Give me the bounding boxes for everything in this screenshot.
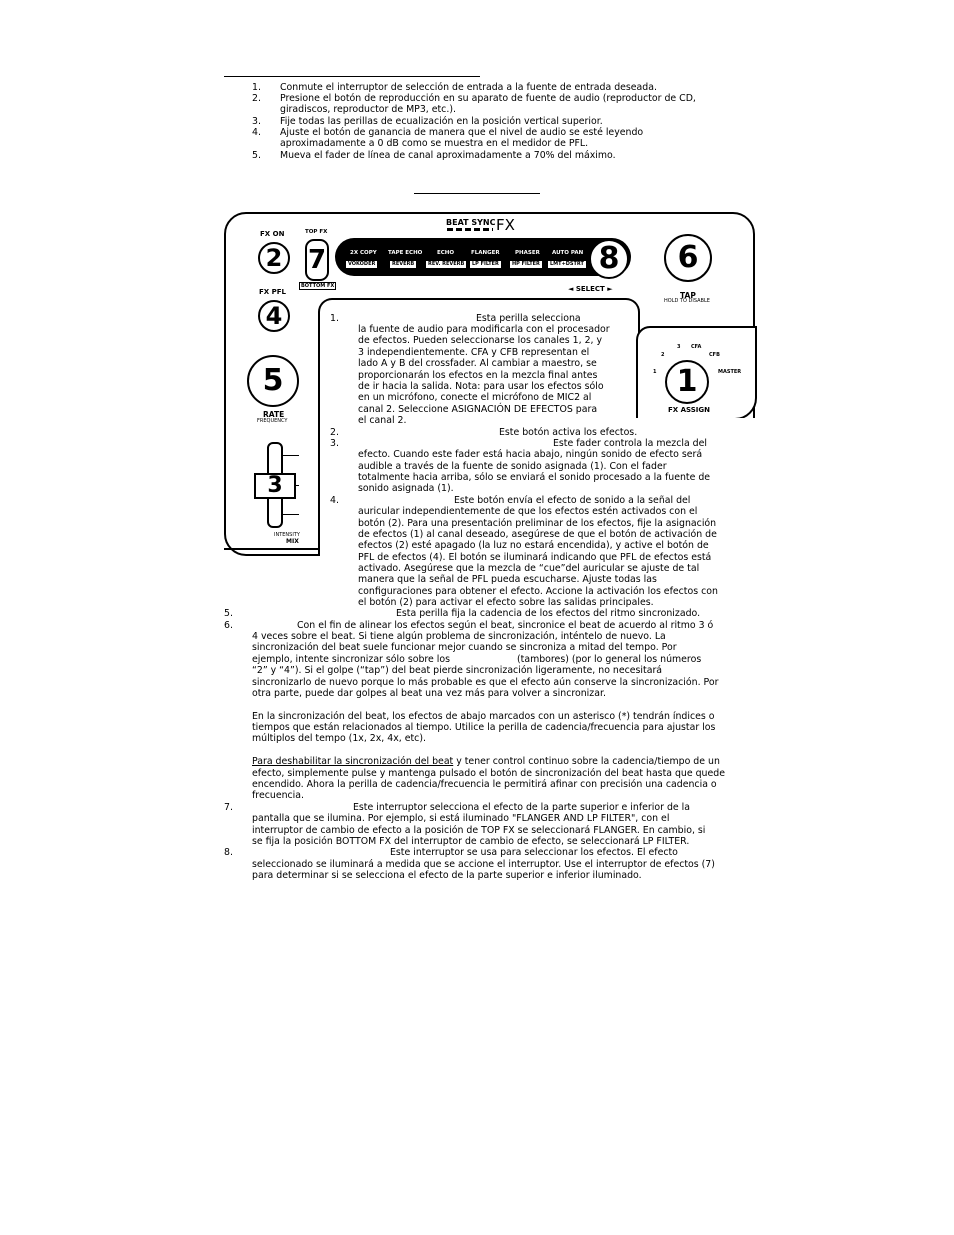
item-text: el botón (2) para activar el efecto sobre las salidas principales.	[358, 597, 654, 608]
fx-top-name: 2X COPY	[350, 250, 377, 256]
item-text: múltiplos del tempo (1x, 2x, 4x, etc).	[252, 733, 426, 744]
step-number: 3.	[252, 116, 261, 127]
callout-4: 4	[265, 302, 283, 330]
item-text: 4 veces sobre el beat. Si tiene algún problema de sincronización, inténtelo de nuevo. La	[252, 631, 666, 642]
fx-pfl-label: FX PFL	[259, 288, 286, 296]
item-text: otra parte, puede dar golpes al beat una vez más para volver a sincronizar.	[252, 688, 606, 699]
cfa-label: CFA	[691, 344, 702, 350]
item-number: 5.	[224, 608, 233, 619]
disable-sync-heading: Para deshabilitar la sincronización del beat	[252, 756, 454, 767]
fx-assign-label: FX ASSIGN	[668, 406, 711, 414]
fx-logo: FX	[496, 216, 515, 234]
rate-knob[interactable]	[247, 355, 299, 407]
item-text: Esta perilla selecciona	[476, 313, 581, 324]
item-text: Este interruptor se usa para seleccionar los efectos. El efecto	[390, 847, 678, 858]
fx-on-button[interactable]	[258, 242, 290, 274]
top-fx-label: TOP FX	[305, 229, 328, 235]
fx-bottom-name: LMT+DSTRT	[550, 261, 584, 267]
fx-bottom-name: REVERB	[392, 261, 415, 267]
cfb-label: CFB	[709, 352, 720, 358]
item-number: 7.	[224, 802, 233, 813]
step-number: 5.	[252, 150, 261, 161]
item-text: auricular independientemente de que los efectos estén activados con el	[358, 506, 698, 517]
item-number: 3.	[330, 438, 339, 449]
fx-bottom-name: VOKODER	[348, 261, 376, 267]
item-text: “2” y “4”). Si el golpe (“tap”) del beat pierde sincronización ligeramente, no necesitará	[252, 665, 663, 676]
step-text: Conmute el interruptor de selección de entrada a la fuente de entrada deseada.	[280, 82, 657, 93]
item-number: 1.	[330, 313, 339, 324]
fx-assign-knob[interactable]	[665, 360, 709, 404]
fx-pfl-button[interactable]	[258, 300, 290, 332]
item-text: canal 2. Seleccione ASIGNACIÓN DE EFECTOS para	[358, 404, 598, 415]
callout-6: 6	[677, 240, 699, 275]
step-text: Presione el botón de reproducción en su aparato de fuente de audio (reproductor de CD,	[280, 93, 696, 104]
item-text: PFL de efectos (4). El botón se iluminará indicando que PFL de efectos está	[358, 552, 712, 563]
fx-bottom-name: REV. REVERB	[428, 261, 465, 267]
item-text: efectos (2) esté apagado (la luz no estará encendida), y active el botón de	[358, 540, 709, 551]
fx-top-name: FLANGER	[471, 250, 500, 256]
step-number: 1.	[252, 82, 261, 93]
fx-bottom-name: HP FILTER	[512, 261, 540, 267]
step-text: Mueva el fader de línea de canal aproximadamente a 70% del máximo.	[280, 150, 616, 161]
ch1-label: 1	[653, 369, 657, 375]
fx-switch[interactable]	[305, 239, 329, 281]
frequency-label: FREQUENCY	[257, 418, 288, 424]
item-text: frecuencia.	[252, 790, 305, 801]
item-number: 2.	[330, 427, 339, 438]
callout-7: 7	[307, 245, 327, 275]
beat-sync-logo: BEAT SYNC	[446, 218, 496, 227]
step-text: Fije todas las perillas de ecualización en la posición vertical superior.	[280, 116, 603, 127]
intensity-label: INTENSITY	[274, 532, 300, 538]
tap-button[interactable]	[664, 234, 712, 282]
item-text: pantalla que se ilumina. Por ejemplo, si está iluminado "FLANGER AND LP FILTER", con el	[252, 813, 670, 824]
ch2-label: 2	[661, 352, 665, 358]
master-label: MASTER	[718, 369, 742, 375]
item-text: interruptor de cambio de efecto a la posición de TOP FX se seleccionará FLANGER. En cambio, si	[252, 825, 706, 836]
item-text: totalmente hacia arriba, sólo se enviará el sonido procesado a la fuente de	[358, 472, 711, 483]
item-text: de efectos. Pueden seleccionarse los canales 1, 2, y	[358, 335, 603, 346]
item-text: se fija la posición BOTTOM FX del interruptor de cambio de efecto, se seleccionará LP FILTER.	[252, 836, 690, 847]
item-number: 4.	[330, 495, 339, 506]
item-text: de ir hacia la salida. Nota: para usar los efectos sólo	[358, 381, 604, 392]
mix-label: MIX	[286, 538, 299, 545]
item-text: la fuente de audio para modificarla con el procesador	[358, 324, 610, 335]
item-text: sincronización del beat suele funcionar mejor cuando se sincroniza a mitad del tempo. Por	[252, 642, 677, 653]
item-number: 8.	[224, 847, 233, 858]
fx-top-name: AUTO PAN	[552, 250, 584, 256]
item-text: en un micrófono, conecte el micrófono de MIC2 al	[358, 392, 592, 403]
step-text: aproximadamente a 0 dB como se muestra en el medidor de PFL.	[280, 138, 589, 149]
item-text: botón (2). Para una presentación preliminar de los efectos, fije la asignación	[358, 518, 717, 529]
hold-to-disable-label: HOLD TO DISABLE	[664, 298, 710, 304]
item-text: efecto. Cuando este fader está hacia abajo, ningún sonido de efecto será	[358, 449, 703, 460]
item-text: tiempos que están relacionados al tiempo. Utilice la perilla de cadencia/frecuencia para ajustar los	[252, 722, 716, 733]
item-text: Este botón activa los efectos.	[499, 427, 638, 438]
item-text: Este botón envía el efecto de sonido a la señal del	[454, 495, 691, 506]
fx-top-name: ECHO	[437, 250, 455, 256]
rate-label: RATE	[263, 410, 285, 419]
item-text: ejemplo, intente sincronizar sólo sobre los	[252, 654, 451, 665]
item-text: manera que la señal de PFL pueda escucharse. Ajuste todas las	[358, 574, 657, 585]
item-text: proporcionarán los efectos en la mezcla final antes	[358, 370, 598, 381]
beat-sync-dots	[447, 228, 493, 231]
callout-1: 1	[676, 364, 698, 399]
fx-on-label: FX ON	[260, 230, 285, 238]
callout-2: 2	[265, 244, 283, 272]
item-number: 6.	[224, 620, 233, 631]
callout-3: 3	[267, 473, 283, 498]
panel-border-bottom-left	[224, 548, 320, 550]
item-text: audible a través de la fuente de sonido asignada (1). Con el fader	[358, 461, 667, 472]
item-text: activado. Asegúrese que la mezcla de “cue”del auricular se ajuste de tal	[358, 563, 700, 574]
fx-bottom-name: LP FILTER	[472, 261, 499, 267]
item-text: seleccionado se iluminará a medida que se accione el interruptor. Use el interruptor de efectos (7)	[252, 859, 715, 870]
step-number: 4.	[252, 127, 261, 138]
item-text: lado A y B del crossfader. Al cambiar a maestro, se	[358, 358, 597, 369]
item-text: En la sincronización del beat, los efectos de abajo marcados con un asterisco (*) tendrán índices o	[252, 711, 715, 722]
item-text: el canal 2.	[358, 415, 407, 426]
heading-rule-mid	[414, 193, 540, 194]
step-text: giradiscos, reproductor de MP3, etc.).	[280, 104, 456, 115]
mix-fader-tick	[281, 455, 299, 456]
item-text: sonido asignada (1).	[358, 483, 454, 494]
fx-top-name: PHASER	[515, 250, 540, 256]
fx-select-knob[interactable]	[589, 239, 629, 279]
item-text: (tambores) (por lo general los números	[517, 654, 702, 665]
item-text: efecto, simplemente pulse y mantenga pulsado el botón de sincronización del beat hasta que quede	[252, 768, 725, 779]
item-text: y tener control continuo sobre la cadencia/tiempo de un	[453, 756, 720, 767]
item-text: configuraciones para obtener el efecto. Accione la activación los efectos con	[358, 586, 718, 597]
callout-8: 8	[598, 241, 620, 276]
fx-selector-display	[335, 238, 631, 276]
item-text: sincronizarlo de nuevo porque lo más probable es que el efecto aún conserve la sincronización. Por	[252, 677, 719, 688]
item-text: Con el fin de alinear los efectos según el beat, sincronice el beat de acuerdo al ritmo 3 ó	[297, 620, 714, 631]
fx-top-name: TAPE ECHO	[388, 250, 423, 256]
heading-rule-top	[224, 76, 480, 77]
item-text: para determinar si se selecciona el efecto de la parte superior e inferior iluminado.	[252, 870, 642, 881]
callout-5: 5	[262, 363, 284, 398]
item-text: Esta perilla fija la cadencia de los efectos del ritmo sincronizado.	[396, 608, 701, 619]
mix-fader-tick	[281, 514, 299, 515]
item-text: de efectos (1) al canal deseado, asegúrese de que el botón de activación de	[358, 529, 717, 540]
bottom-fx-label: BOTTOM FX	[301, 283, 335, 289]
ch3-label: 3	[677, 344, 681, 350]
item-text: 3 independientemente. CFA y CFB representan el	[358, 347, 590, 358]
item-text: Este interruptor selecciona el efecto de la parte superior e inferior de la	[353, 802, 690, 813]
item-line	[252, 756, 720, 767]
step-text: Ajuste el botón de ganancia de manera que el nivel de audio se esté leyendo	[280, 127, 644, 138]
item-text: Este fader controla la mezcla del	[553, 438, 708, 449]
select-label: ◄ SELECT ►	[568, 285, 613, 293]
step-number: 2.	[252, 93, 261, 104]
tap-label: TAP	[680, 291, 696, 300]
item-text: encendido. Ahora la perilla de cadencia/frecuencia le permitirá afinar con precisión una cadencia o	[252, 779, 717, 790]
mix-fader-knob[interactable]	[254, 473, 296, 499]
